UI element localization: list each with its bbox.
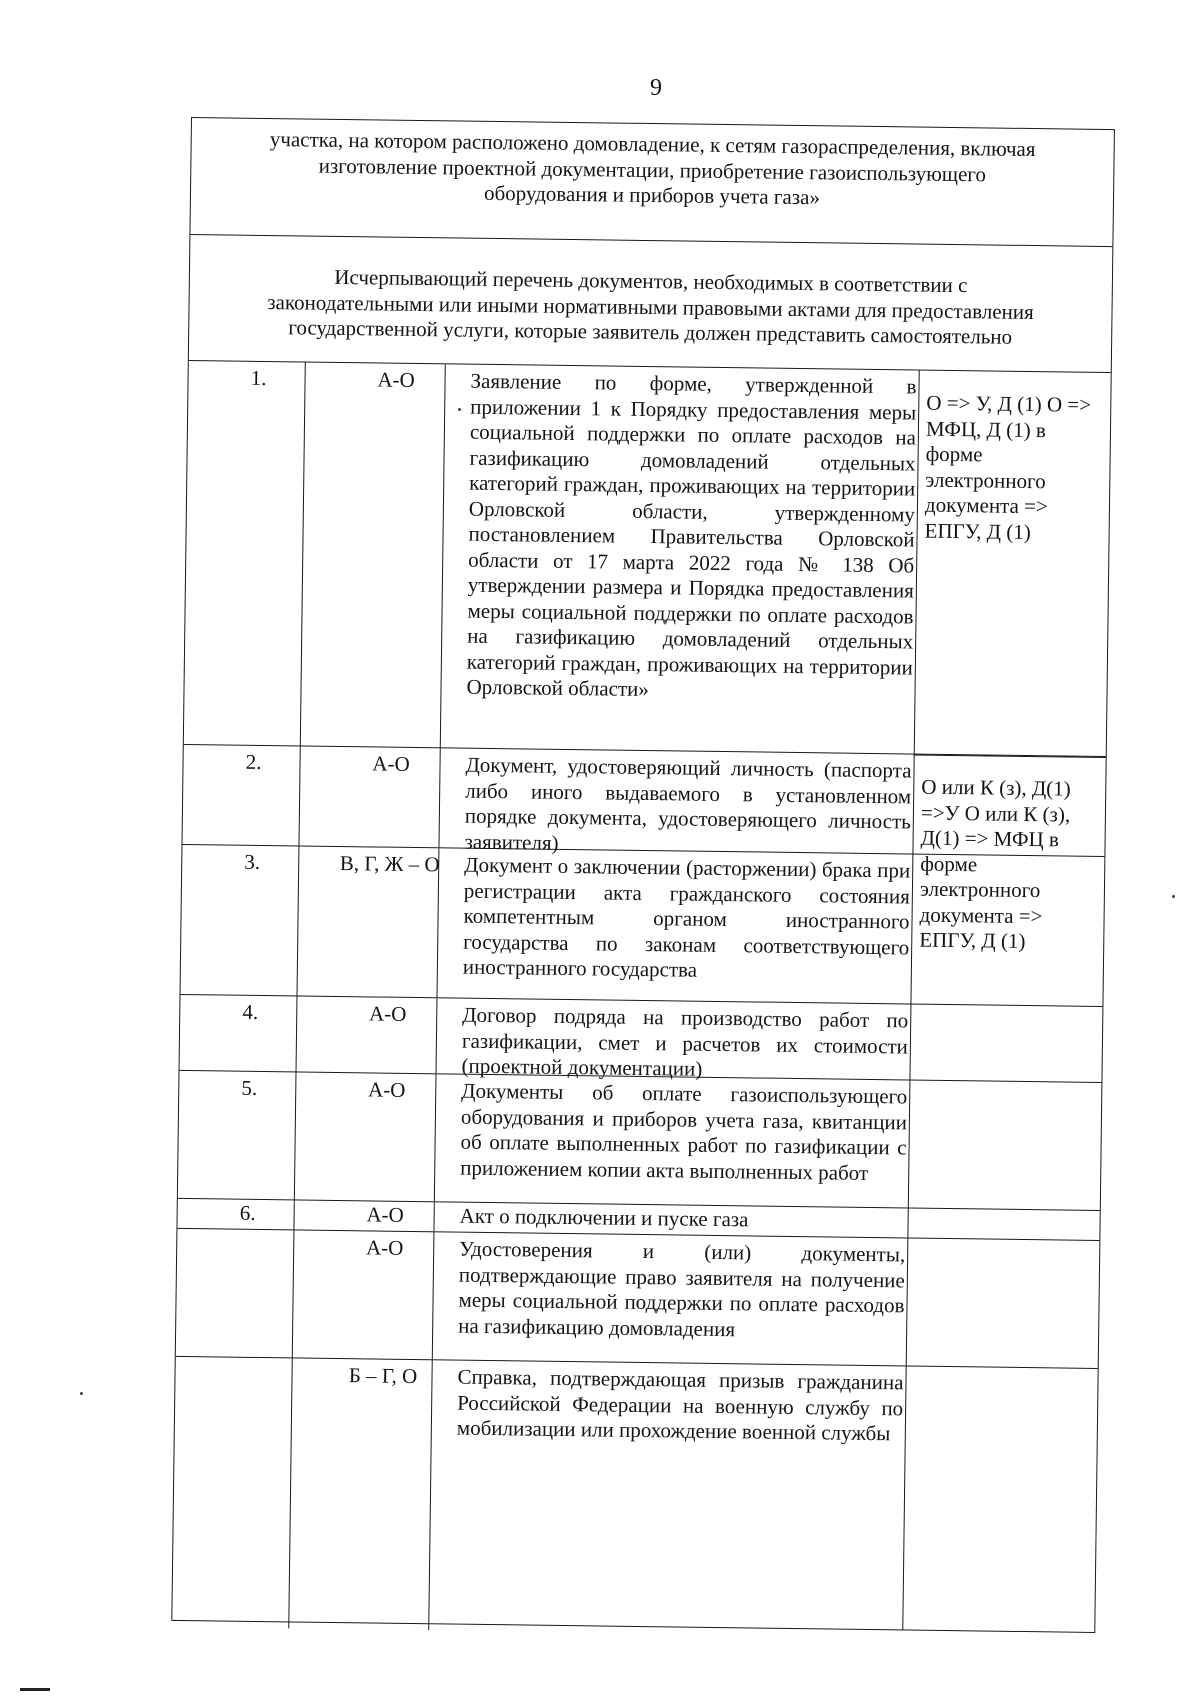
section-heading-line: государственной услуги, которые заявитель должен представить самостоятельно (288, 315, 1013, 349)
service-title-line: изготовление проектной документации, приобретение газоиспользующего (318, 153, 987, 186)
row-number: 6. (239, 1200, 256, 1225)
row-number (177, 1233, 317, 1235)
row-category: А-О (367, 1077, 406, 1102)
documents-table-frame (171, 117, 1115, 1633)
row-category: А-О (377, 367, 415, 392)
row-document: Документ, удостоверяющий личность (паспорта либо иного выдаваемого в установленном порядке документа, удостоверяющего личность заявителя) (464, 752, 912, 855)
column-divider (288, 1358, 293, 1628)
page-number: 9 (650, 75, 662, 101)
column-divider (300, 363, 306, 746)
service-title-line: участка, на котором расположено домовладение, к сетям газораспределения, включая (269, 127, 1036, 162)
row-number: 2. (245, 749, 262, 774)
row-document: Справка, подтверждающая призыв гражданина Российской Федерации на военную службу по мобилизации или прохождение военной службы (456, 1364, 904, 1446)
table-row (176, 1229, 1100, 1369)
row-document: Акт о подключении и пуске газа (459, 1203, 749, 1232)
row-category: А-О (368, 1001, 407, 1026)
row-category: А-О (372, 751, 410, 776)
scan-speck (80, 1392, 83, 1395)
column-divider (292, 1230, 295, 1357)
scan-speck (1172, 895, 1175, 898)
column-divider (440, 364, 446, 747)
row-document: Удостоверения и (или) документы, подтверждающие право заявителя на получение меры социальной поддержки по оплате расходов на газификацию домовладения (458, 1236, 906, 1341)
row-category: А-О (366, 1202, 404, 1227)
table-row (180, 995, 1103, 1083)
scan-speck (458, 408, 461, 411)
service-title-block (190, 118, 1113, 247)
row-document: Заявление по форме, утвержденной в приложении 1 к Порядку предоставления меры социальной поддержки по оплате расходов на газификацию домовладений отдельных категорий граждан, проживающих на территории Орловской области, утвержденному постановлением Правительства Орловской области от 17 марта 2022 года № 138 Об утверждении размера и Порядка предоставления меры социальной поддержки по оплате расходов на газификацию домовладений отдельных категорий граждан, проживающих на территории Орловской области» (466, 368, 917, 702)
row-number: 4. (242, 999, 259, 1024)
response-cell-second: О или К (з), Д(1) =>У О или К (з), Д(1) => МФЦ в форме электронного документа => ЕПГУ, Д (1) (919, 774, 1071, 953)
table-row (178, 1071, 1102, 1211)
row-document: Документ о заключении (расторжении) брака при регистрации акта гражданского состояния компетентным органом иностранного государства по законам соответствующего иностранного государства (462, 852, 911, 982)
row-category: А-О (365, 1235, 404, 1260)
response-cell-first: О => У, Д (1) О => МФЦ, Д (1) в форме электронного документа => ЕПГУ, Д (1) (924, 390, 1092, 544)
section-heading-line: Исчерпывающий перечень документов, необходимых в соответствии с (334, 264, 968, 298)
service-title-line: оборудования и приборов учета газа» (483, 180, 821, 210)
scan-mark (20, 1688, 50, 1691)
row-number: 5. (241, 1075, 258, 1100)
table-row (172, 1357, 1097, 1639)
row-number: 3. (244, 849, 261, 874)
row-document: Договор подряда на производство работ по газификации, смет и расчетов их стоимости (проектной документации) (461, 1002, 909, 1081)
section-heading-line: законодательными или иными нормативными правовыми актами для предоставления (267, 289, 1034, 324)
row-number: 1. (250, 365, 267, 391)
row-category: В, Г, Ж – О (339, 851, 440, 877)
row-category: Б – Г, О (348, 1363, 418, 1389)
column-divider (428, 1360, 433, 1630)
row-number (176, 1361, 316, 1363)
row-document: Документы об оплате газоиспользующего оборудования и приборов учета газа, квитанции об оплате выполненных работ по газификации с приложением копии акта выполненных работ (460, 1078, 908, 1185)
section-heading (189, 235, 1113, 373)
documents-table (172, 361, 1110, 1632)
